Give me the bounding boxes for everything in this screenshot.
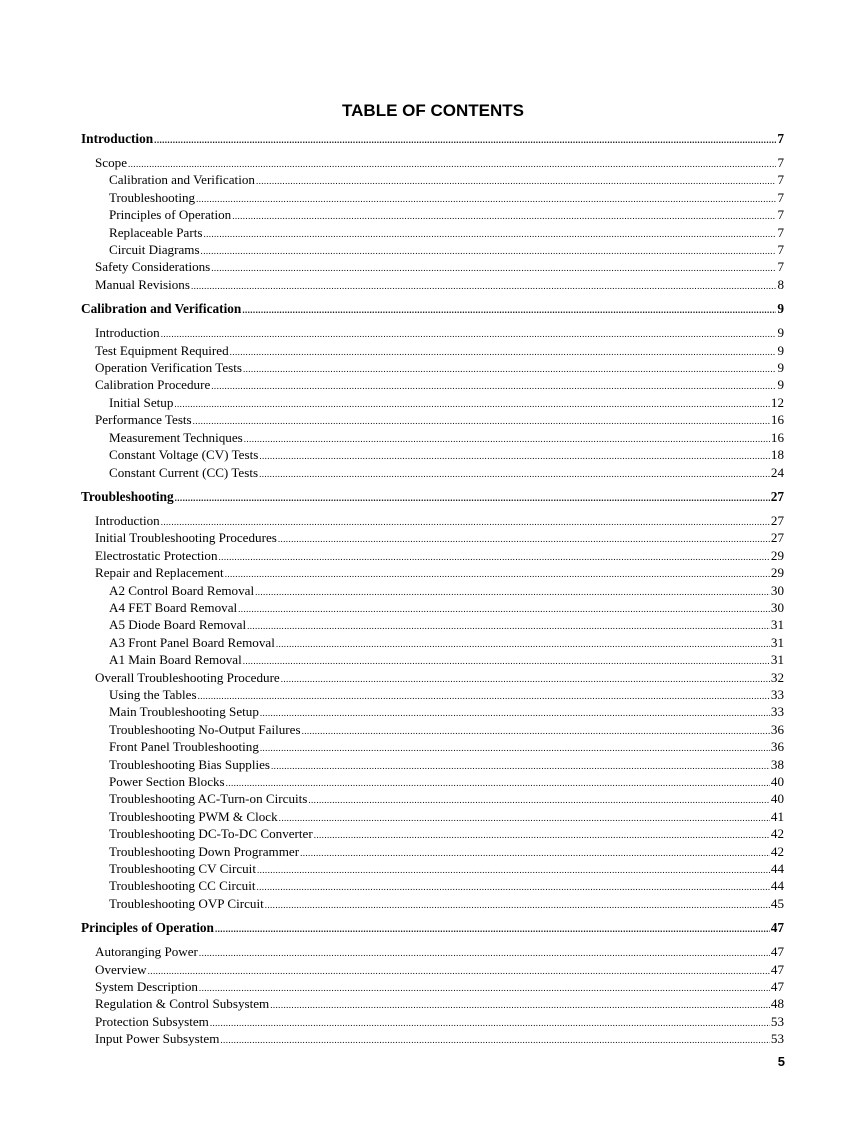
toc-section-heading[interactable] [81, 488, 784, 507]
dot-leader [256, 173, 777, 189]
dot-leader [256, 879, 769, 895]
dot-leader [300, 845, 770, 861]
toc-entry[interactable] [81, 565, 784, 582]
toc-entry-page: 42 [770, 826, 784, 842]
toc-entry[interactable] [81, 1031, 784, 1048]
dot-leader [226, 775, 770, 791]
toc-entry-label: Operation Verification Tests [95, 360, 242, 376]
toc-entry[interactable] [81, 844, 784, 861]
toc-entry-page: 47 [770, 944, 784, 960]
dot-leader [257, 862, 770, 878]
toc-entry[interactable] [81, 944, 784, 961]
dot-leader [276, 636, 770, 652]
toc-entry[interactable] [81, 791, 784, 808]
toc-entry[interactable] [81, 670, 784, 687]
toc-entry-label: Troubleshooting CV Circuit [109, 861, 256, 877]
dot-leader [242, 301, 776, 319]
dot-leader [198, 688, 770, 704]
dot-leader [220, 1032, 770, 1048]
toc-entry[interactable] [81, 722, 784, 739]
toc-entry-page: 18 [770, 447, 784, 463]
toc-entry-label: Troubleshooting [109, 189, 196, 205]
toc-entry-label: Calibration and Verification [109, 172, 255, 188]
toc-entry-label: Electrostatic Protection [95, 547, 218, 563]
toc-entry[interactable] [81, 465, 784, 482]
table-of-contents [81, 130, 784, 1049]
toc-entry-page: 8 [777, 276, 784, 292]
toc-entry-page: 7 [777, 131, 784, 146]
dot-leader [174, 396, 770, 412]
toc-entry-page: 45 [770, 895, 784, 911]
toc-entry-page: 7 [777, 259, 784, 275]
dot-leader [243, 653, 770, 669]
toc-entry-page: 32 [770, 669, 784, 685]
page-title: TABLE OF CONTENTS [342, 101, 524, 120]
dot-leader [232, 208, 776, 224]
dot-leader [259, 466, 770, 482]
toc-entry-label: Principles of Operation [81, 920, 214, 936]
toc-entry-page: 41 [770, 808, 784, 824]
toc-entry-label: Troubleshooting AC-Turn-on Circuits [109, 791, 308, 807]
toc-entry-label: A4 FET Board Removal [109, 599, 238, 615]
toc-entry[interactable] [81, 1014, 784, 1031]
toc-entry-page: 30 [770, 582, 784, 598]
toc-entry-page: 29 [770, 565, 784, 581]
toc-entry[interactable] [81, 962, 784, 979]
toc-entry[interactable] [81, 996, 784, 1013]
toc-section [81, 488, 784, 913]
toc-entry-label: Circuit Diagrams [109, 242, 200, 258]
dot-leader [215, 920, 770, 938]
toc-entry[interactable] [81, 412, 784, 429]
dot-leader [199, 980, 770, 996]
toc-entry-label: Performance Tests [95, 412, 192, 428]
toc-entry-label: Introduction [95, 512, 160, 528]
toc-entry-page: 42 [770, 843, 784, 859]
toc-entry[interactable] [81, 739, 784, 756]
dot-leader [270, 997, 770, 1013]
toc-entry-label: System Description [95, 979, 198, 995]
toc-entry-page: 9 [777, 377, 784, 393]
dot-leader [154, 131, 776, 149]
toc-entry-page: 36 [770, 721, 784, 737]
dot-leader [161, 514, 770, 530]
dot-leader [260, 740, 770, 756]
toc-entry[interactable] [81, 617, 784, 634]
toc-entry[interactable] [81, 172, 784, 189]
toc-section-heading[interactable] [81, 919, 784, 938]
toc-entry-page: 44 [770, 878, 784, 894]
dot-leader [128, 156, 776, 172]
toc-entry-label: Using the Tables [109, 686, 197, 702]
toc-entry-label: A1 Main Board Removal [109, 652, 242, 668]
toc-entry-label: Introduction [95, 325, 160, 341]
toc-entry[interactable] [81, 155, 784, 172]
toc-entry-label: Input Power Subsystem [95, 1031, 220, 1047]
toc-entry[interactable] [81, 447, 784, 464]
toc-entry[interactable] [81, 861, 784, 878]
toc-entry[interactable] [81, 600, 784, 617]
dot-leader [308, 792, 770, 808]
toc-entry-page: 40 [770, 774, 784, 789]
dot-leader [211, 378, 776, 394]
dot-leader [219, 549, 770, 565]
toc-entry-page: 27 [770, 530, 784, 546]
toc-entry-label: Troubleshooting OVP Circuit [109, 895, 264, 911]
toc-entry[interactable] [81, 635, 784, 652]
dot-leader [247, 618, 770, 634]
toc-entry-page: 36 [770, 739, 784, 755]
dot-leader [161, 326, 777, 342]
toc-entry-page: 47 [770, 920, 784, 936]
toc-entry-page: 7 [777, 155, 784, 170]
dot-leader [230, 344, 777, 360]
dot-leader [302, 723, 770, 739]
toc-entry-page: 16 [770, 412, 784, 428]
toc-entry-label: Calibration and Verification [81, 301, 242, 317]
toc-section-heading[interactable] [81, 300, 784, 319]
toc-entry-page: 33 [770, 686, 784, 702]
dot-leader [255, 584, 770, 600]
toc-entry[interactable] [81, 513, 784, 530]
toc-entry-label: Measurement Techniques [109, 429, 243, 445]
toc-entry-page: 27 [770, 488, 784, 504]
toc-entry-page: 30 [770, 599, 784, 615]
toc-entry-page: 27 [770, 512, 784, 528]
toc-entry-page: 16 [770, 429, 784, 445]
toc-entry[interactable] [81, 242, 784, 259]
toc-entry-page: 7 [777, 242, 784, 258]
toc-entry[interactable] [81, 583, 784, 600]
toc-entry[interactable] [81, 704, 784, 721]
dot-leader [148, 963, 770, 979]
toc-entry-label: Replaceable Parts [109, 224, 203, 240]
toc-entry-label: A5 Diode Board Removal [109, 617, 247, 633]
toc-entry[interactable] [81, 826, 784, 843]
toc-entry[interactable] [81, 687, 784, 704]
toc-entry-page: 53 [770, 1031, 784, 1047]
toc-entry[interactable] [81, 979, 784, 996]
toc-entry-label: Troubleshooting CC Circuit [109, 878, 256, 894]
toc-entry-page: 7 [777, 207, 784, 223]
toc-entry-label: Principles of Operation [109, 207, 232, 223]
toc-section [81, 919, 784, 1048]
toc-entry[interactable] [81, 809, 784, 826]
toc-entry-label: Main Troubleshooting Setup [109, 704, 259, 720]
toc-entry-label: Front Panel Troubleshooting [109, 739, 259, 755]
dot-leader [260, 705, 770, 721]
toc-entry[interactable] [81, 190, 784, 207]
toc-section-heading[interactable] [81, 130, 784, 149]
toc-entry-page: 12 [770, 394, 784, 410]
toc-entry-page: 31 [770, 634, 784, 650]
dot-leader [199, 945, 770, 961]
dot-leader [271, 758, 770, 774]
dot-leader [175, 489, 770, 507]
toc-entry[interactable] [81, 757, 784, 774]
toc-entry[interactable] [81, 225, 784, 242]
toc-entry-label: A2 Control Board Removal [109, 582, 255, 598]
toc-entry-label: Troubleshooting No-Output Failures [109, 721, 301, 737]
dot-leader [281, 671, 770, 687]
toc-entry-page: 9 [777, 301, 784, 317]
toc-entry-label: Autoranging Power [95, 944, 198, 960]
toc-entry-page: 7 [777, 172, 784, 188]
toc-entry[interactable] [81, 878, 784, 895]
toc-entry-label: Initial Troubleshooting Procedures [95, 530, 277, 546]
dot-leader [203, 226, 776, 242]
toc-entry[interactable] [81, 774, 784, 791]
toc-entry[interactable] [81, 652, 784, 669]
toc-entry-label: Constant Current (CC) Tests [109, 464, 259, 480]
toc-entry-label: Calibration Procedure [95, 377, 211, 393]
toc-entry-page: 38 [770, 756, 784, 772]
toc-entry[interactable] [81, 343, 784, 360]
toc-entry[interactable] [81, 530, 784, 547]
toc-entry-page: 47 [770, 979, 784, 995]
toc-entry-page: 33 [770, 704, 784, 720]
dot-leader [259, 448, 770, 464]
dot-leader [191, 278, 777, 294]
dot-leader [211, 260, 776, 276]
toc-entry[interactable] [81, 259, 784, 276]
toc-entry-label: Power Section Blocks [109, 774, 225, 789]
toc-entry-label: Troubleshooting DC-To-DC Converter [109, 826, 313, 842]
toc-entry-label: Manual Revisions [95, 276, 190, 292]
toc-entry-label: Troubleshooting Down Programmer [109, 843, 300, 859]
toc-entry-page: 40 [770, 791, 784, 807]
toc-entry-page: 44 [770, 861, 784, 877]
toc-entry-label: Overall Troubleshooting Procedure [95, 669, 280, 685]
dot-leader [243, 361, 776, 377]
toc-entry-label: Troubleshooting PWM & Clock [109, 808, 278, 824]
toc-entry-label: Constant Voltage (CV) Tests [109, 447, 259, 463]
dot-leader [193, 413, 770, 429]
dot-leader [279, 810, 770, 826]
dot-leader [210, 1015, 770, 1031]
dot-leader [265, 897, 770, 913]
toc-section [81, 130, 784, 294]
toc-entry-label: Safety Considerations [95, 259, 211, 275]
toc-entry-page: 7 [777, 224, 784, 240]
toc-entry-page: 48 [770, 996, 784, 1012]
dot-leader [314, 827, 770, 843]
toc-entry-label: Test Equipment Required [95, 342, 229, 358]
toc-entry-page: 53 [770, 1013, 784, 1029]
toc-entry-label: Initial Setup [109, 394, 174, 410]
toc-entry[interactable] [81, 430, 784, 447]
toc-section [81, 300, 784, 482]
toc-entry-label: Troubleshooting Bias Supplies [109, 756, 271, 772]
toc-entry-page: 9 [777, 342, 784, 358]
toc-entry[interactable] [81, 377, 784, 394]
dot-leader [201, 243, 777, 259]
toc-entry-page: 9 [777, 325, 784, 341]
toc-entry-page: 47 [770, 961, 784, 977]
toc-entry[interactable] [81, 395, 784, 412]
toc-entry-label: Repair and Replacement [95, 565, 224, 581]
toc-entry-label: Introduction [81, 131, 154, 146]
toc-entry[interactable] [81, 548, 784, 565]
dot-leader [225, 566, 770, 582]
toc-entry-label: Overview [95, 961, 147, 977]
toc-entry-page: 9 [777, 360, 784, 376]
toc-entry[interactable] [81, 896, 784, 913]
toc-entry-label: A3 Front Panel Board Removal [109, 634, 275, 650]
dot-leader [238, 601, 770, 617]
dot-leader [278, 531, 770, 547]
toc-entry-page: 31 [770, 652, 784, 668]
toc-entry-page: 29 [770, 547, 784, 563]
dot-leader [244, 431, 770, 447]
toc-entry-label: Scope [95, 155, 127, 170]
dot-leader [196, 191, 776, 207]
toc-entry-label: Regulation & Control Subsystem [95, 996, 270, 1012]
toc-entry[interactable] [81, 207, 784, 224]
toc-entry-page: 7 [777, 189, 784, 205]
toc-entry-page: 31 [770, 617, 784, 633]
toc-entry-label: Troubleshooting [81, 488, 174, 504]
toc-entry-label: Protection Subsystem [95, 1013, 209, 1029]
toc-entry[interactable] [81, 360, 784, 377]
toc-entry[interactable] [81, 277, 784, 294]
page-number: 5 [777, 1054, 785, 1069]
toc-entry-page: 24 [770, 464, 784, 480]
toc-entry[interactable] [81, 325, 784, 342]
